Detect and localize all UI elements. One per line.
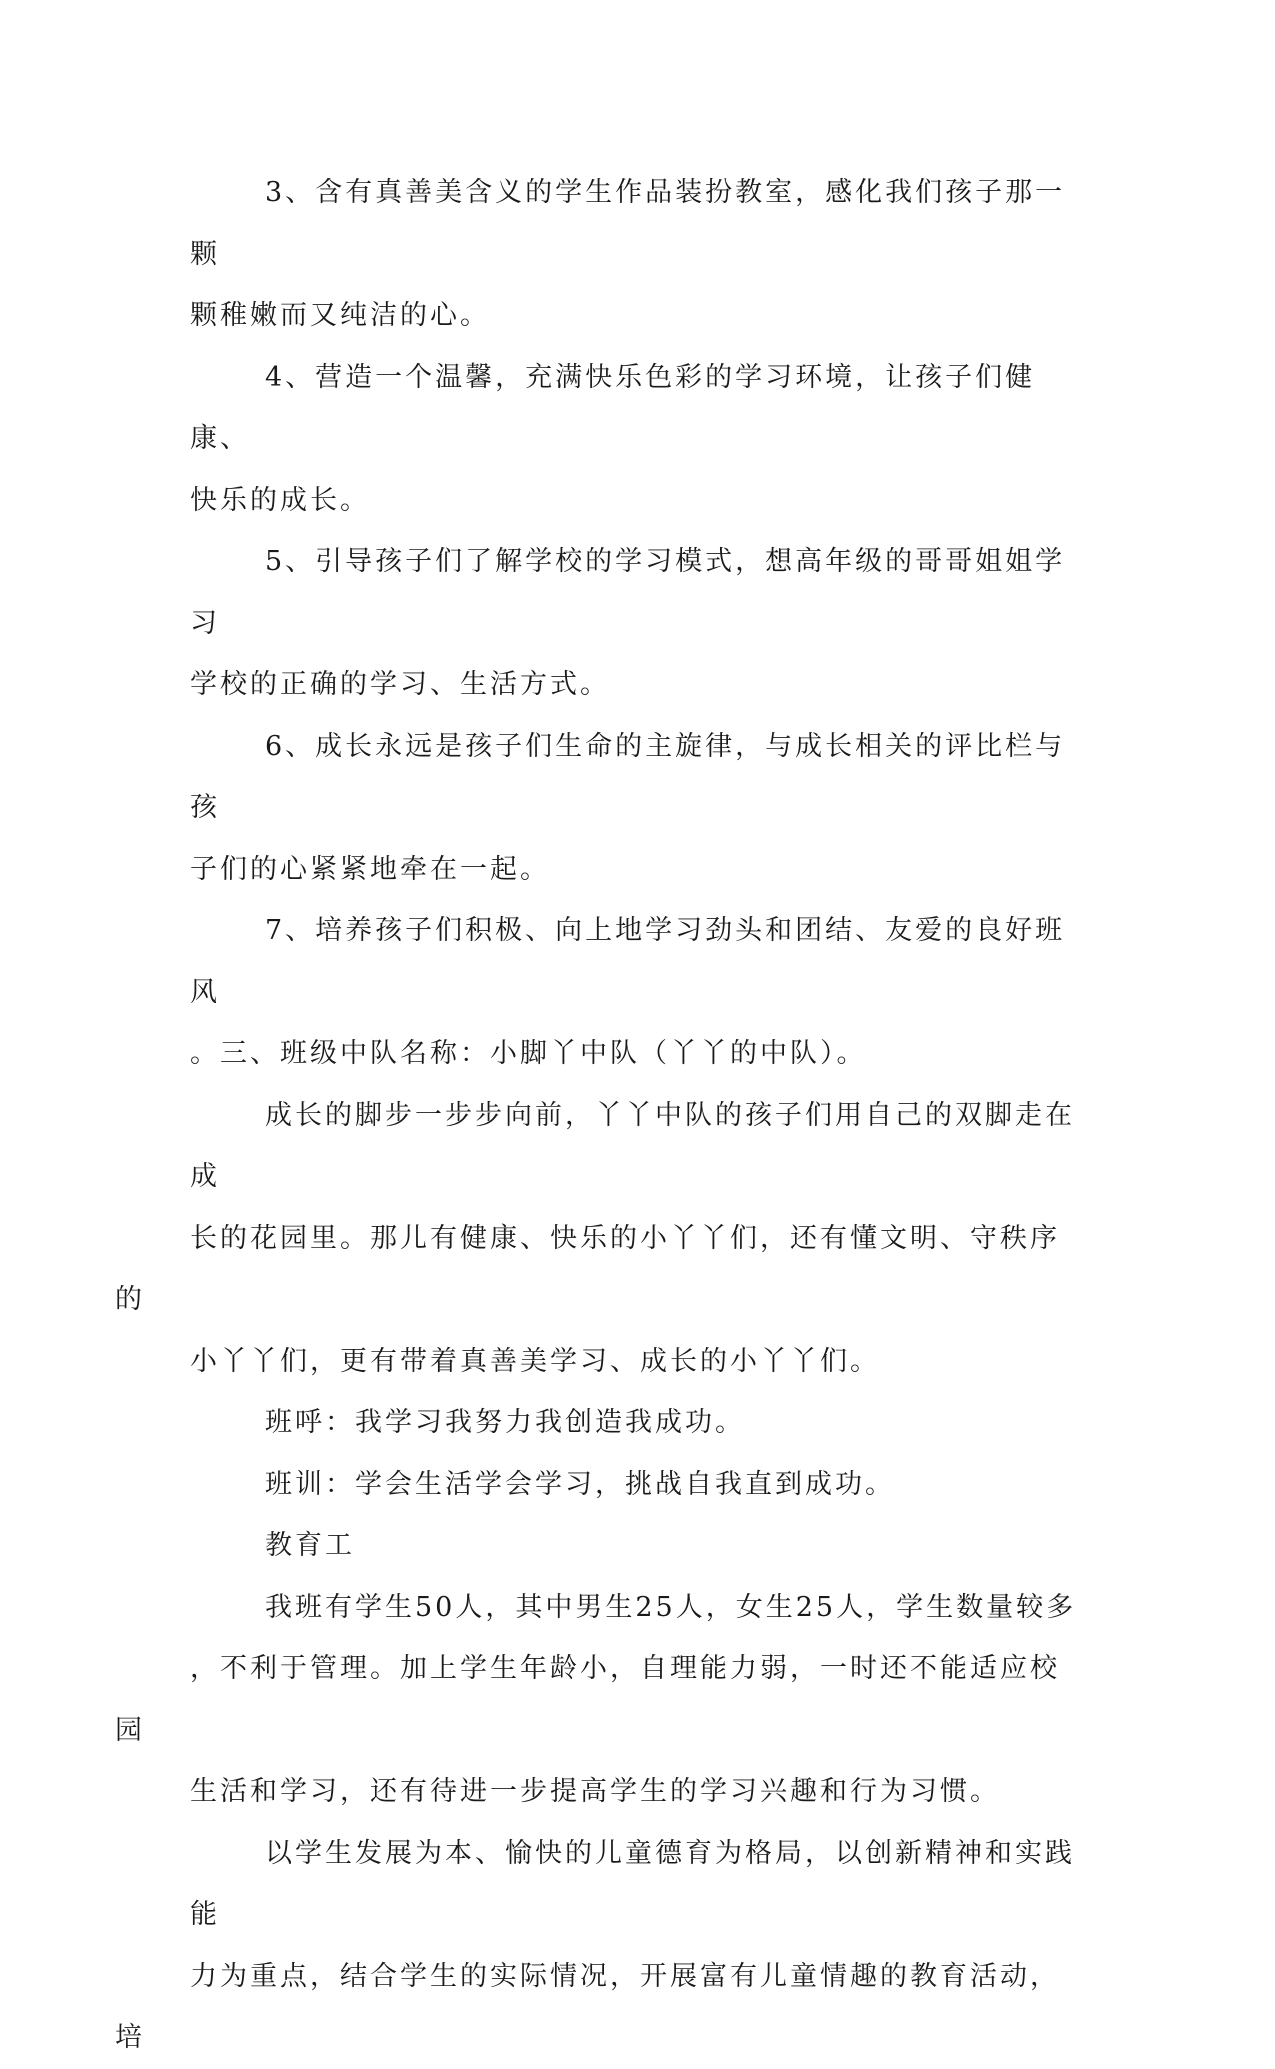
text-line: 我班有学生50人，其中男生25人，女生25人，学生数量较多 [265, 1591, 1077, 1623]
paragraph-class-info [115, 1577, 1080, 1823]
text-line: 班呼：我学习我努力我创造我成功。 [265, 1407, 745, 1438]
text-line: 力为重点，结合学生的实际情况，开展富有儿童情趣的教育活动，培 [115, 1960, 1060, 2053]
paragraph-class-slogan [190, 1392, 1080, 1454]
text-line: 4、营造一个温馨，充满快乐色彩的学习环境，让孩子们健康、 [190, 361, 1036, 454]
text-line: 6、成长永远是孩子们生命的主旋律，与成长相关的评比栏与孩 [190, 730, 1066, 823]
text-line: 子们的心紧紧地牵在一起。 [190, 853, 550, 885]
text-line: 3、含有真善美含义的学生作品装扮教室，感化我们孩子那一颗 [190, 177, 1066, 270]
paragraph-heading-education [190, 1515, 1080, 1577]
text-line: 班训：学会生活学会学习，挑战自我直到成功。 [265, 1468, 895, 1500]
paragraph-item-4 [190, 347, 1080, 532]
text-line: 学校的正确的学习、生活方式。 [190, 669, 610, 700]
text-line: 颗稚嫩而又纯洁的心。 [190, 300, 490, 331]
document-body [115, 162, 1080, 2069]
text-line: 成长的脚步一步步向前，丫丫中队的孩子们用自己的双脚走在成 [190, 1099, 1075, 1192]
text-line: 教育工 [265, 1530, 355, 1561]
paragraph-education-goal [115, 1823, 1080, 2069]
text-line: 生活和学习，还有待进一步提高学生的学习兴趣和行为习惯。 [190, 1776, 1000, 1807]
text-line: 。三、班级中队名称：小脚丫中队（丫丫的中队）。 [190, 1038, 867, 1069]
paragraph-item-3 [190, 162, 1080, 347]
text-line: 快乐的成长。 [190, 484, 370, 516]
text-line: ，不利于管理。加上学生年龄小，自理能力弱，一时还不能适应校园 [115, 1653, 1060, 1746]
paragraph-item-7 [190, 900, 1080, 1085]
text-line: 以学生发展为本、愉快的儿童德育为格局，以创新精神和实践能 [190, 1837, 1075, 1930]
paragraph-item-6 [190, 716, 1080, 901]
text-line: 小丫丫们，更有带着真善美学习、成长的小丫丫们。 [190, 1345, 880, 1377]
paragraph-class-motto [190, 1454, 1080, 1516]
text-line: 7、培养孩子们积极、向上地学习劲头和团结、友爱的良好班风 [190, 915, 1066, 1008]
text-line: 长的花园里。那儿有健康、快乐的小丫丫们，还有懂文明、守秩序的 [115, 1222, 1060, 1315]
paragraph-growth [115, 1085, 1080, 1393]
paragraph-item-5 [190, 531, 1080, 716]
text-line: 5、引导孩子们了解学校的学习模式，想高年级的哥哥姐姐学习 [190, 546, 1066, 639]
